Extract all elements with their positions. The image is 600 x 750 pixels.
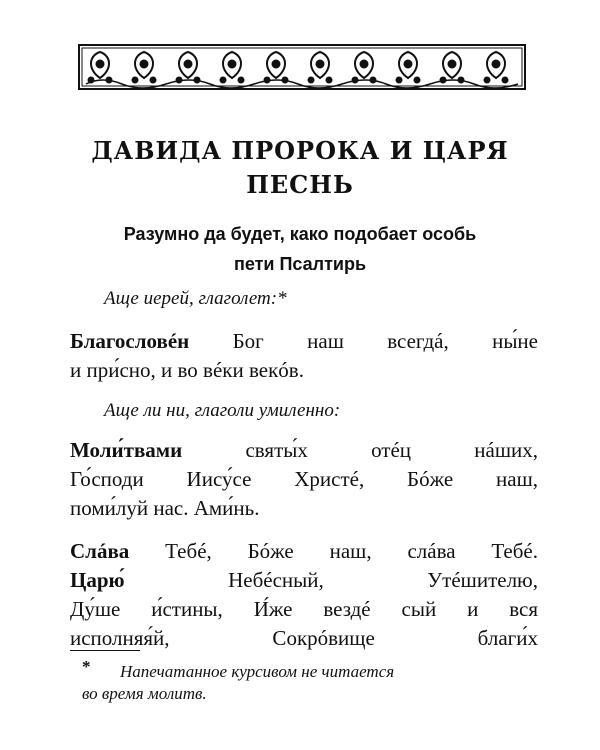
blessing-line-1-text: Бог наш всегдá, ны́не (189, 329, 538, 353)
prayer-first-word: Моли́твами (70, 438, 183, 462)
blessing-line-1 (70, 329, 538, 354)
heavenly-king-line-1-text: Небéсный, Утéшителю, (124, 568, 538, 592)
glory-text: Тебé, Бóже наш, слáва Тебé. (129, 539, 538, 563)
page-title-line-1: ДАВИДА ПРОРОКА И ЦАРЯ (91, 136, 509, 165)
prayer-line-1-text: святы́х отéц нáших, (182, 438, 538, 462)
heavenly-king-line-2: Ду́ше и́стины, И́же вездé сый и вся (70, 597, 538, 621)
footnote-marker: * (82, 657, 91, 676)
page-title-line-2: ПЕСНЬ (246, 170, 354, 199)
rubric-priest: Аще иерей, глаголет:* (104, 288, 287, 309)
glory-first-word: Слáва (70, 539, 130, 563)
floral-ornament-band-icon (78, 44, 526, 90)
heavenly-king-first-word: Царю́ (70, 568, 125, 592)
blessing-line-2: и при́сно, и во вéки векóв. (70, 358, 304, 382)
heavenly-king-line-1 (70, 568, 538, 593)
glory-line (70, 539, 538, 564)
prayer-line-1 (70, 438, 538, 463)
footnote-line-1: Напечатанное курсивом не читается (120, 662, 395, 681)
rubric-layman: Аще ли ни, глаголи умиленно: (104, 400, 341, 421)
blessing-first-word: Благословéн (70, 329, 190, 353)
footnote-divider (70, 650, 140, 651)
footnote-line-2: во время молитв. (82, 684, 207, 703)
heavenly-king-line-3: исполняя́й, Сокрóвище благи́х (70, 626, 538, 650)
subtitle-line-2: пети Псалтирь (233, 254, 367, 274)
prayer-line-2: Го́споди Иису́се Христé, Бóже наш, (70, 467, 538, 491)
subtitle-line-1: Разумно да будет, како подобает особь (123, 224, 477, 244)
prayer-line-3: поми́луй нас. Ами́нь. (70, 496, 260, 520)
